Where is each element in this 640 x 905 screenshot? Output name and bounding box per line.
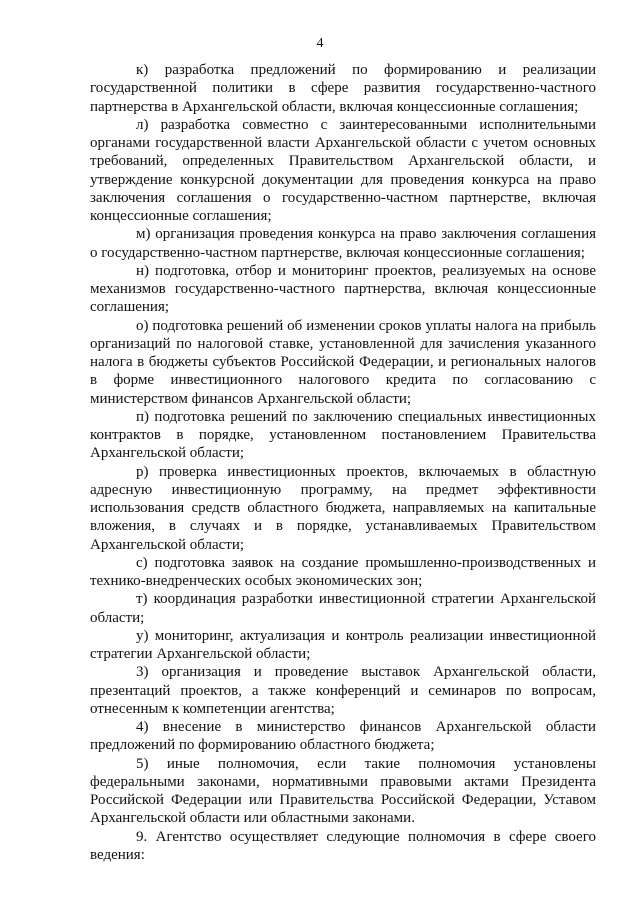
document-body [90, 61, 596, 864]
paragraph-p: п) подготовка решений по заключению специальных инвестиционных контрактов в порядке, установленном постановлением Правительства Архангельской области; [90, 408, 596, 462]
paragraph-t: т) координация разработки инвестиционной стратегии Архангельской области; [90, 591, 596, 626]
page-number: 4 [316, 36, 324, 51]
paragraph-3: 3) организация и проведение выставок Архангельской области, презентаций проектов, а также конференций и семинаров по вопросам, отнесенным к компетенции агентства; [90, 664, 596, 717]
paragraph-n: н) подготовка, отбор и мониторинг проектов, реализуемых на основе механизмов государственно-частного партнерства, включая концессионные соглашения; [90, 262, 596, 316]
paragraph-k: к) разработка предложений по формированию и реализации государственной политики в сфере развития государственно-частного партнерства в Архангельской области, включая концессионные соглашения; [90, 62, 596, 115]
paragraph-s: с) подготовка заявок на создание промышленно-производственных и технико-внедренческих особых экономических зон; [90, 554, 596, 589]
paragraph-4: 4) внесение в министерство финансов Архангельской области предложений по формированию областного бюджета; [90, 719, 596, 754]
paragraph-m: м) организация проведения конкурса на право заключения соглашения о государственно-частном партнерстве, включая концессионные соглашения; [90, 226, 596, 261]
paragraph-u: у) мониторинг, актуализация и контроль реализации инвестиционной стратегии Архангельской области; [90, 627, 596, 662]
paragraph-o: о) подготовка решений об изменении сроков уплаты налога на прибыль организаций по налоговой ставке, установленной для зачисления указанного налога в бюджеты субъектов Российской Федерации, и региональных налогов в форме инвестиционного налогового кредита по согласованию с министерством финансов Архангельской области; [90, 317, 596, 407]
paragraph-r: р) проверка инвестиционных проектов, включаемых в областную адресную инвестиционную программу, на предмет эффективности использования средств областного бюджета, направляемых на капитальные вложения, в случаях и в порядке, устанавливаемых Правительством Архангельской области; [90, 463, 596, 553]
paragraph-section-9: 9. Агентство осуществляет следующие полномочия в сфере своего ведения: [90, 828, 596, 863]
paragraph-5: 5) иные полномочия, если такие полномочия установлены федеральными законами, нормативными правовыми актами Президента Российской Федерации или Правительства Российской Федерации, Уставом Архангельской области или областными законами. [90, 755, 596, 827]
paragraph-l: л) разработка совместно с заинтересованными исполнительными органами государственной власти Архангельской области с учетом основных требований, определенных Правительством Архангельской области, и утверждение конкурсной документации для проведения конкурса на право заключения соглашения о государственно-частном партнерстве, включая концессионные соглашения; [90, 116, 596, 224]
